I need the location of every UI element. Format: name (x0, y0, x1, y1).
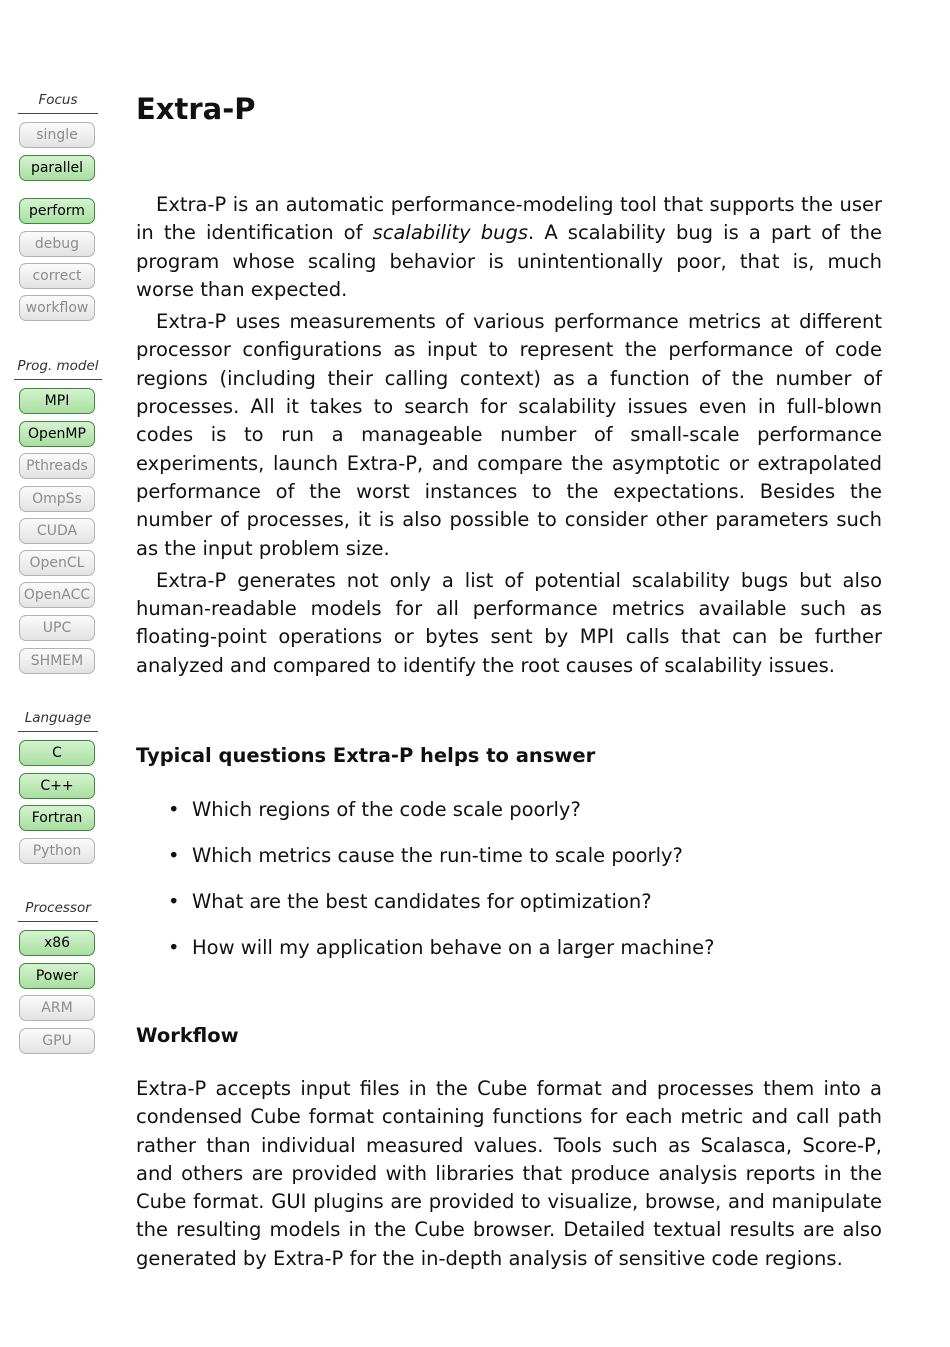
tag-arm[interactable]: ARM (19, 995, 95, 1021)
tag-correct[interactable]: correct (19, 263, 95, 289)
intro-p1-end: . A scalability bug is a part of the program whose scaling behavior is unintentionally poor, that is, much worse than expected. (136, 221, 882, 301)
focus-label: Focus (18, 92, 98, 114)
tag-fortran[interactable]: Fortran (19, 805, 95, 831)
intro-p1-emphasis: scalability bugs (372, 221, 529, 245)
workflow-heading: Workflow (136, 1024, 239, 1047)
tag-openacc[interactable]: OpenACC (19, 582, 95, 608)
tag-pthreads[interactable]: Pthreads (19, 453, 95, 479)
tag-ompss[interactable]: OmpSs (19, 486, 95, 512)
intro-paragraph-1 (136, 191, 882, 304)
intro-paragraph-3: Extra-P generates not only a list of potential scalability bugs but also human-readable models for all performance metrics available such as floating-point operations or bytes sent by MPI calls that can be further analyzed and compared to identify the root causes of scalability issues. (136, 568, 882, 677)
workflow-text: Extra-P accepts input files in the Cube format and processes them into a condensed Cube format containing functions for each metric and call path rather than individual measured values. Tools such as Scalasca, Score-P, and others are provided with libraries that produce analysis reports in the Cube format. GUI plugins are provided to visualize, browse, and manipulate the resulting models in the Cube browser. Detailed textual results are also generated by Extra-P for the in-depth analysis of sensitive code regions. (136, 1077, 882, 1270)
processor-label: Processor (18, 900, 98, 922)
tag-debug[interactable]: debug (19, 231, 95, 257)
tag-shmem[interactable]: SHMEM (19, 648, 95, 674)
question-item: • Which regions of the code scale poorly? (168, 798, 714, 844)
intro-paragraph-2: Extra-P uses measurements of various performance metrics at different processor configurations as input to represent the performance of code regions (including their calling context) as a function of the number of processes. All it takes to search for scalability issues even in full-blown codes is to run a manageable number of small-scale performance experiments, launch Extra-P, and compare the asymptotic or extrapolated performance of the worst instances to the expectations. Besides the number of processes, it is also possible to consider other parameters such as the input problem size. (136, 310, 882, 560)
tag-upc[interactable]: UPC (19, 615, 95, 641)
prog-model-label: Prog. model (14, 358, 102, 380)
questions-heading: Typical questions Extra-P helps to answer (136, 744, 596, 767)
tag-opencl[interactable]: OpenCL (19, 550, 95, 576)
tag-c[interactable]: C (19, 740, 95, 766)
tag-cpp[interactable]: C++ (19, 773, 95, 799)
tag-workflow[interactable]: workflow (19, 295, 95, 321)
tag-parallel[interactable]: parallel (19, 155, 95, 181)
tag-x86[interactable]: x86 (19, 930, 95, 956)
question-item: • What are the best candidates for optimization? (168, 890, 714, 936)
language-label: Language (18, 710, 98, 732)
tag-single[interactable]: single (19, 122, 95, 148)
tag-gpu[interactable]: GPU (19, 1028, 95, 1054)
tag-mpi[interactable]: MPI (19, 388, 95, 414)
tag-cuda[interactable]: CUDA (19, 518, 95, 544)
tag-python[interactable]: Python (19, 838, 95, 864)
tag-perform[interactable]: perform (19, 198, 95, 224)
question-item: • How will my application behave on a larger machine? (168, 936, 714, 982)
intro-text (136, 191, 882, 684)
question-item: • Which metrics cause the run-time to scale poorly? (168, 844, 714, 890)
tag-openmp[interactable]: OpenMP (19, 421, 95, 447)
tag-power[interactable]: Power (19, 963, 95, 989)
intro-p1-start: Extra-P is an automatic performance-modeling tool that supports the user in the identification of (136, 193, 882, 245)
page-title: Extra-P (136, 92, 256, 126)
questions-list (168, 798, 714, 982)
